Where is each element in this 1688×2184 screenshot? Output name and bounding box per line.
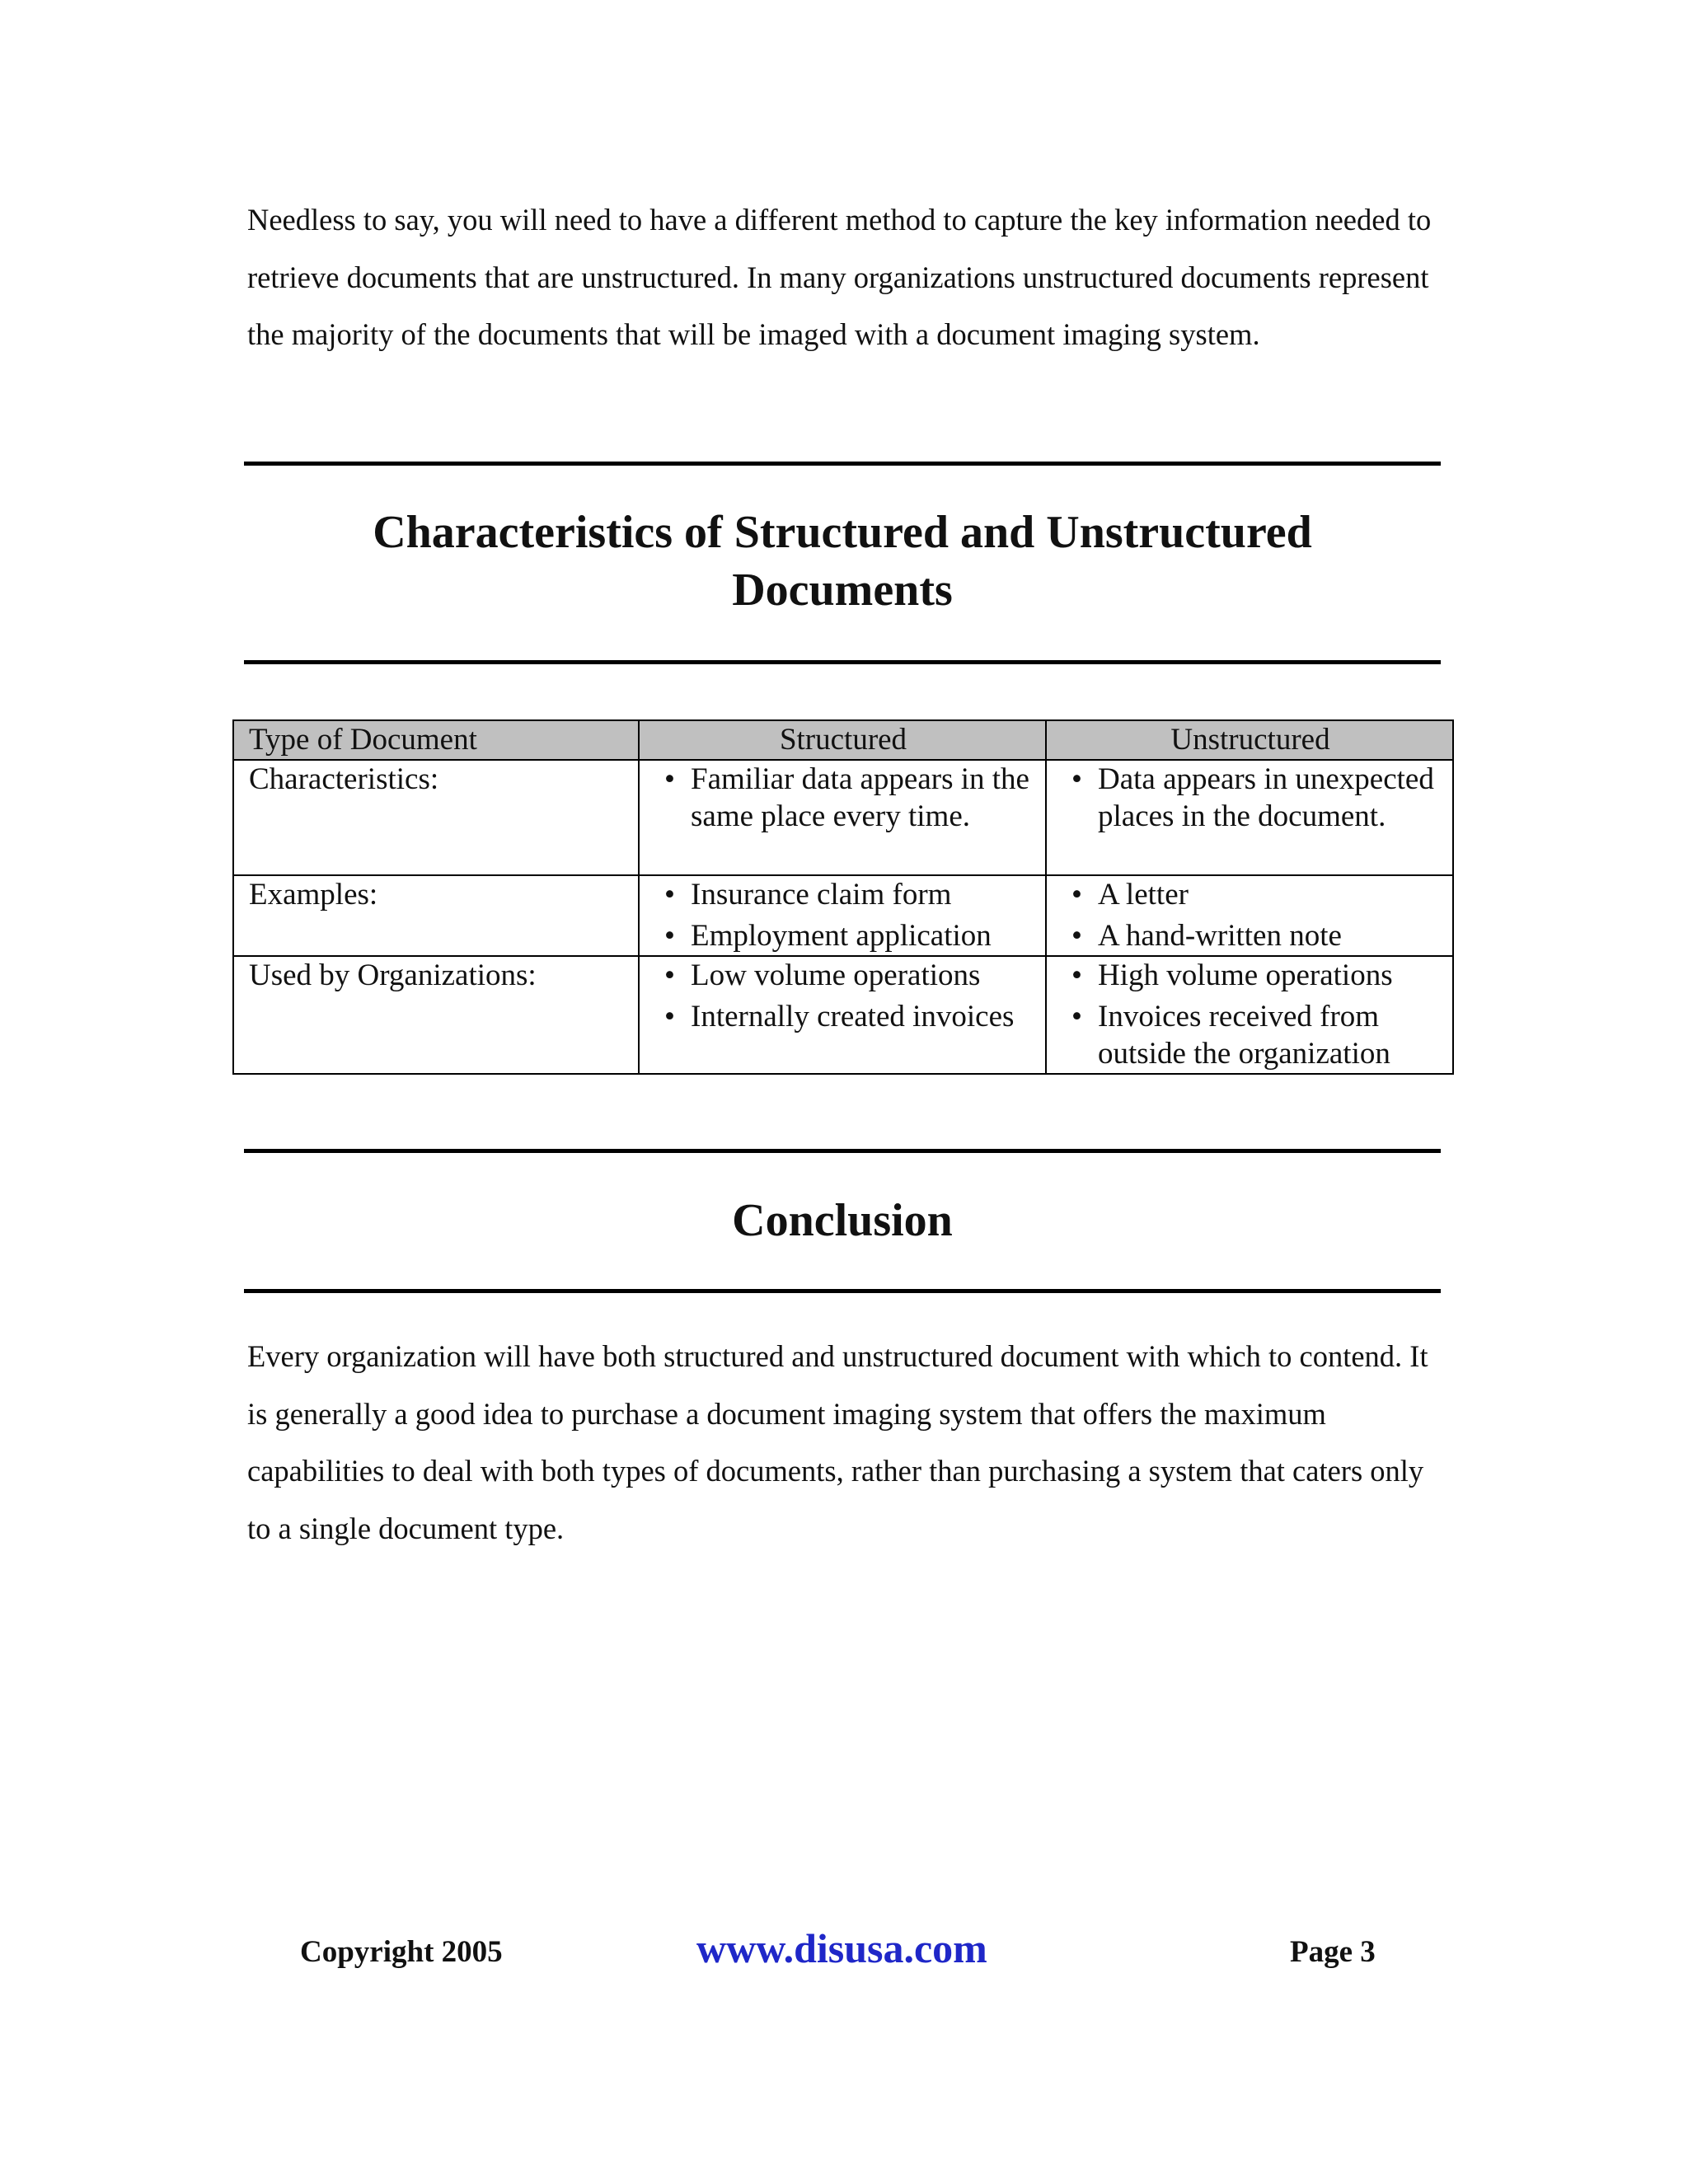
conclusion-rule-bottom xyxy=(244,1289,1441,1293)
list-item: • Data appears in unexpected places in the document. xyxy=(1071,762,1434,833)
row-label: Used by Organizations: xyxy=(233,956,639,1074)
structured-cell xyxy=(639,760,1046,875)
header-structured: Structured xyxy=(639,720,1046,760)
conclusion-heading: Conclusion xyxy=(732,1195,953,1246)
conclusion-rule-top xyxy=(244,1149,1441,1153)
bullet-icon: • xyxy=(1071,762,1082,796)
heading-rule-top xyxy=(244,462,1441,466)
list-item: • Insurance claim form xyxy=(664,878,952,912)
footer-page-number: Page 3 xyxy=(1290,1935,1376,1969)
list-item: • A letter xyxy=(1071,878,1189,912)
list-item: • Invoices received from outside the organization xyxy=(1071,1000,1390,1071)
list-item: • Internally created invoices xyxy=(664,1000,1015,1033)
heading-rule-bottom xyxy=(244,660,1441,664)
structured-cell xyxy=(639,875,1046,956)
footer-copyright: Copyright 2005 xyxy=(300,1935,503,1969)
header-type-of-document: Type of Document xyxy=(233,720,639,760)
bullet-icon: • xyxy=(1071,919,1082,953)
row-label: Examples: xyxy=(233,875,639,956)
intro-paragraph: Needless to say, you will need to have a different method to capture the key information needed to retrieve documents that are unstructured. In many organizations unstructured documents represent the majority of the documents that will be imaged with a document imaging system. xyxy=(247,203,1432,351)
table-header-row xyxy=(233,720,1453,760)
bullet-icon: • xyxy=(1071,958,1082,992)
unstructured-cell xyxy=(1046,956,1453,1074)
table-row-examples xyxy=(233,875,1453,956)
bullet-icon: • xyxy=(664,919,675,953)
bullet-icon: • xyxy=(1071,878,1082,912)
structured-cell xyxy=(639,956,1046,1074)
comparison-table xyxy=(232,719,1454,1075)
characteristics-heading-line2: Documents xyxy=(732,565,953,616)
list-item: • High volume operations xyxy=(1071,958,1393,992)
conclusion-paragraph: Every organization will have both structured and unstructured document with which to contend. It is generally a good idea to purchase a document imaging system that offers the maximum capabilities to deal with both types of documents, rather than purchasing a system that caters only to a single document type. xyxy=(247,1339,1428,1545)
table-row-used-by-organizations xyxy=(233,956,1453,1074)
list-item: • Employment application xyxy=(664,919,992,953)
list-item: • Familiar data appears in the same place every time. xyxy=(664,762,1029,833)
footer-website-link[interactable]: www.disusa.com xyxy=(696,1925,987,1971)
list-item: • A hand-written note xyxy=(1071,919,1342,953)
unstructured-cell xyxy=(1046,760,1453,875)
bullet-icon: • xyxy=(664,958,675,992)
header-unstructured: Unstructured xyxy=(1046,720,1453,760)
table-row-characteristics xyxy=(233,760,1453,875)
list-item: • Low volume operations xyxy=(664,958,981,992)
bullet-icon: • xyxy=(664,1000,675,1033)
characteristics-heading-line1: Characteristics of Structured and Unstructured xyxy=(373,507,1312,558)
bullet-icon: • xyxy=(1071,1000,1082,1033)
row-label: Characteristics: xyxy=(233,760,639,875)
characteristics-heading xyxy=(244,504,1441,619)
unstructured-cell xyxy=(1046,875,1453,956)
bullet-icon: • xyxy=(664,762,675,796)
bullet-icon: • xyxy=(664,878,675,912)
